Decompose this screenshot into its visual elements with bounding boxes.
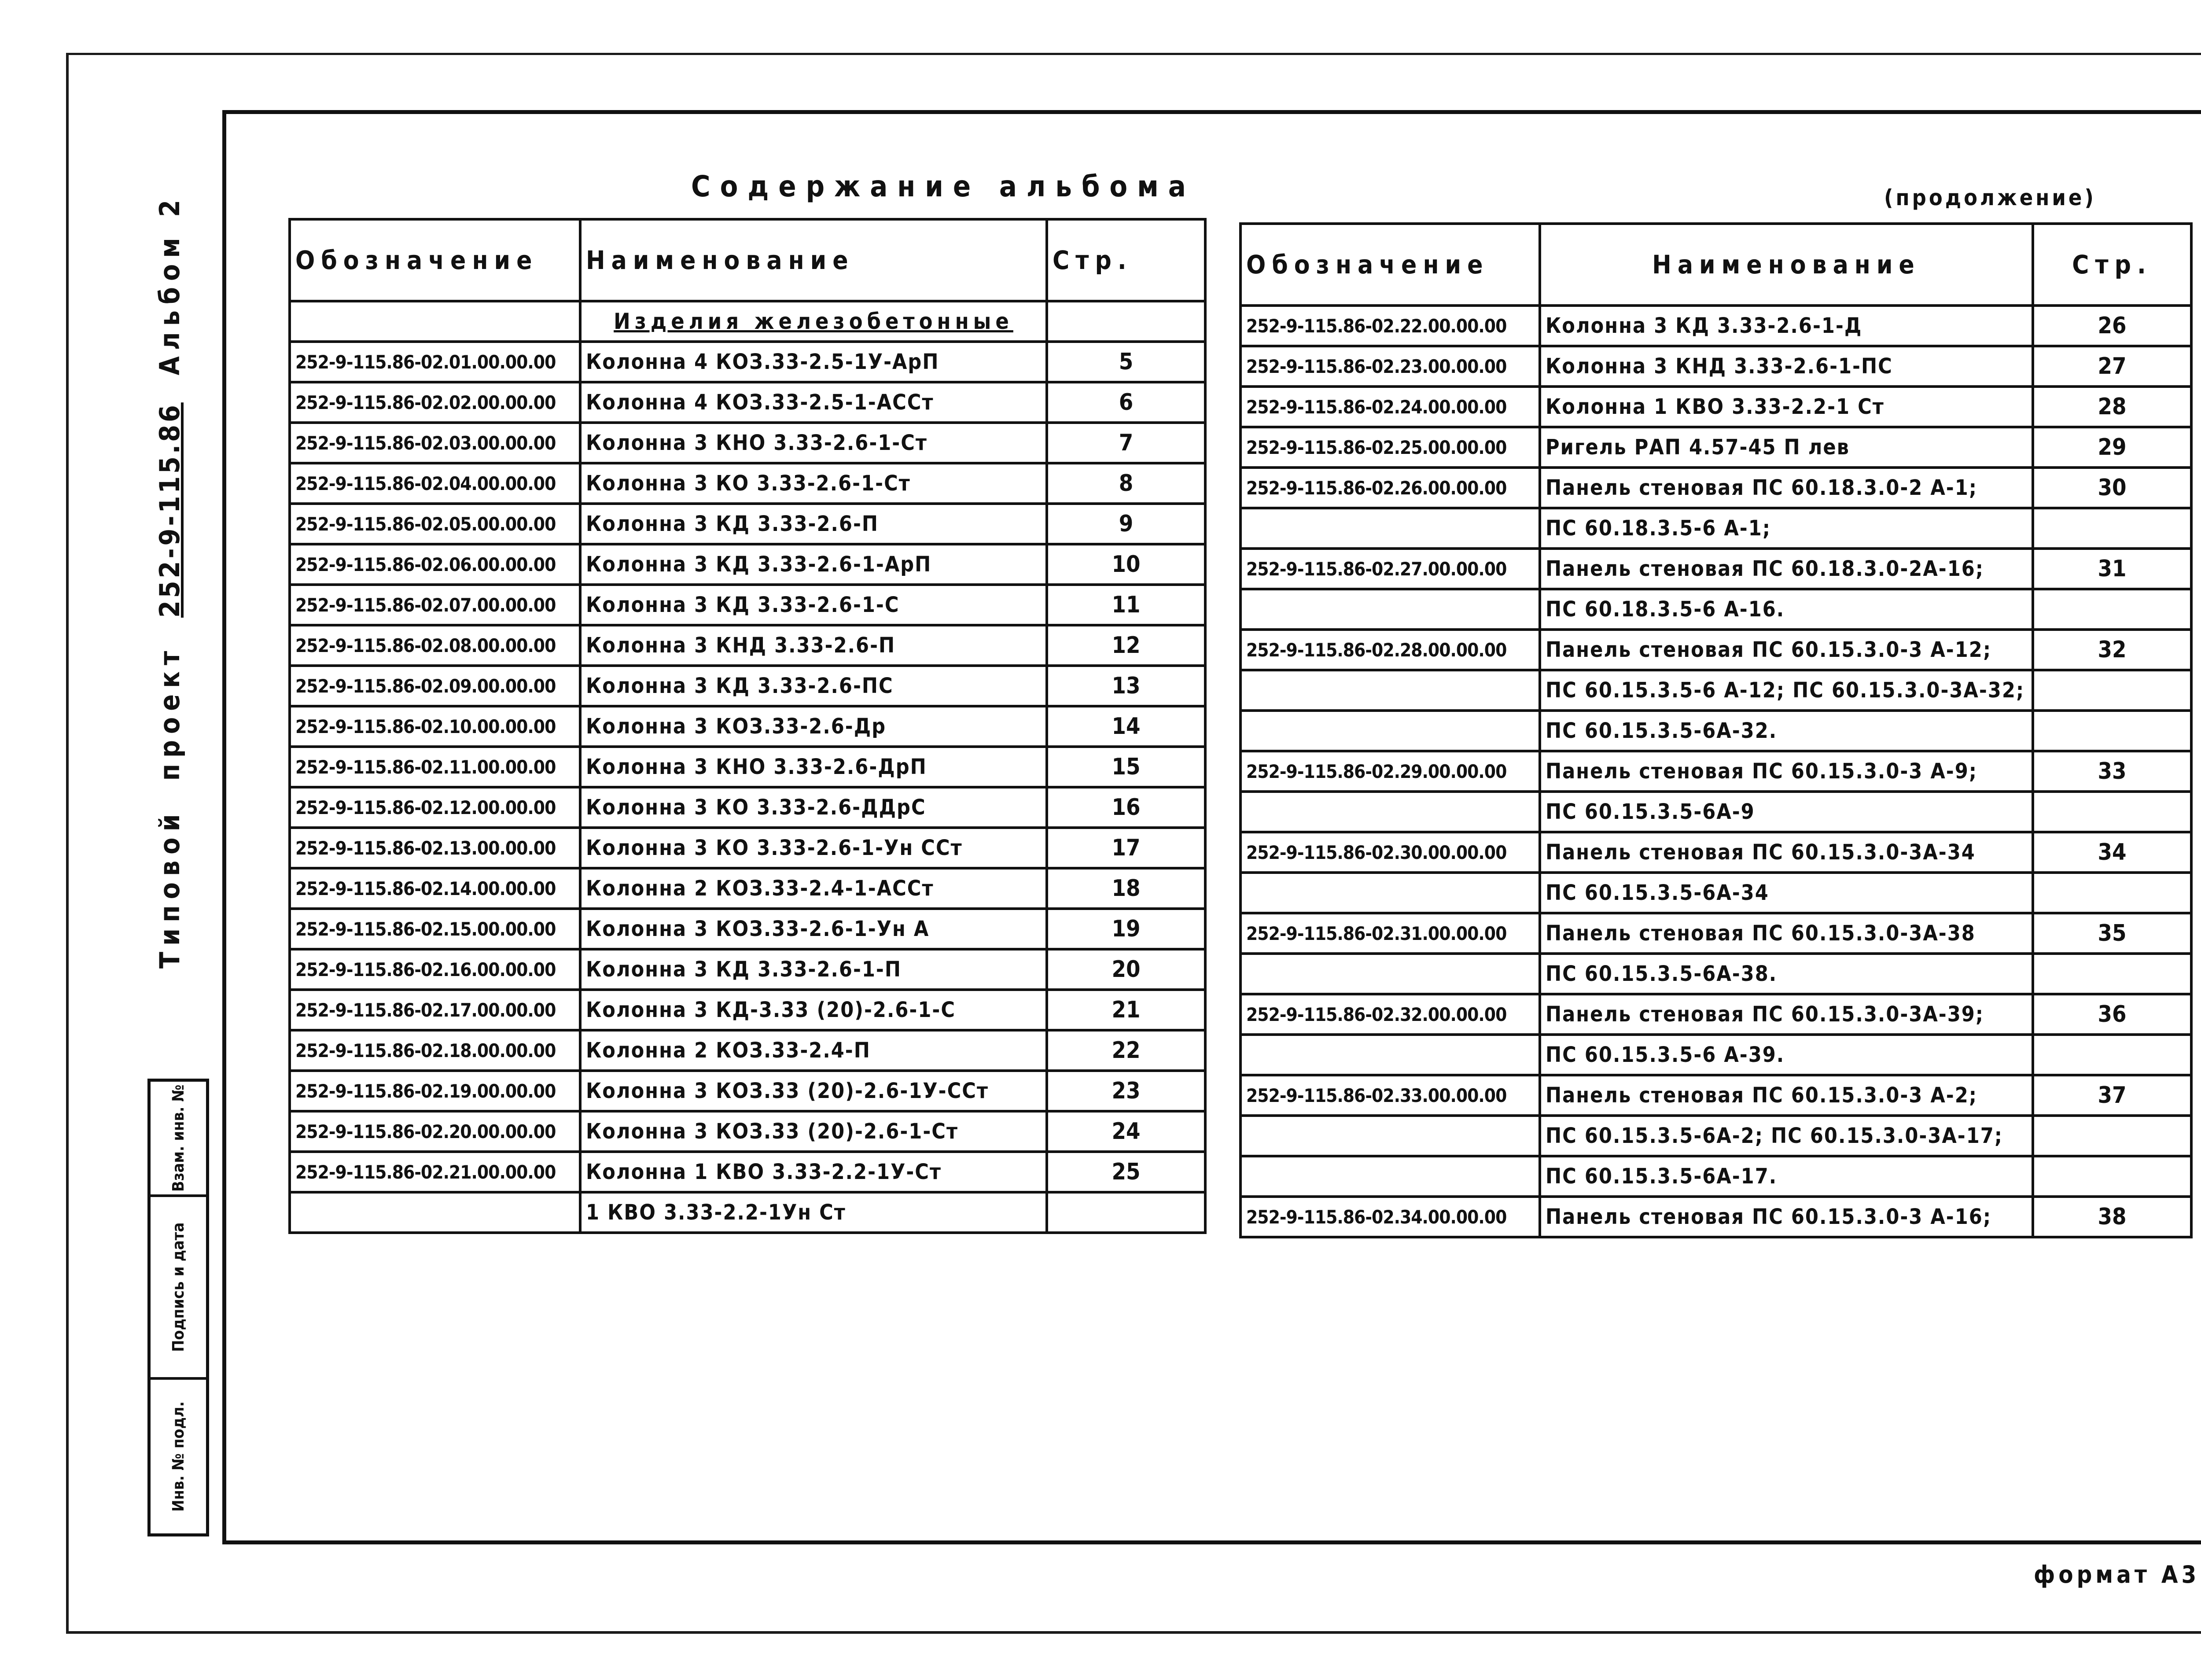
row-page: 6: [1047, 382, 1205, 423]
row-designation: [1240, 1156, 1540, 1197]
row-name: Панель стеновая ПС 60.18.3.0-2А-16;: [1540, 549, 2033, 589]
section-title: Изделия железобетонные: [580, 301, 1047, 342]
row-name: Колонна 3 КД 3.33-2.6-1-С: [580, 585, 1047, 625]
row-page: 31: [2033, 549, 2191, 589]
row-page: 16: [1047, 787, 1205, 828]
header-name: Наименование: [1540, 224, 2033, 306]
row-designation: 252-9-115.86-02.08.00.00.00: [290, 625, 580, 666]
row-name: Панель стеновая ПС 60.15.3.0-3 А-9;: [1540, 751, 2033, 792]
vertical-title-part: Типовой: [153, 808, 186, 969]
table-row: [290, 787, 1205, 828]
row-designation: 252-9-115.86-02.25.00.00.00: [1240, 427, 1540, 468]
row-designation: 252-9-115.86-02.09.00.00.00: [290, 666, 580, 706]
row-page: 5: [1047, 342, 1205, 382]
table-row: [290, 666, 1205, 706]
row-designation: 252-9-115.86-02.27.00.00.00: [1240, 549, 1540, 589]
row-designation: 252-9-115.86-02.22.00.00.00: [1240, 306, 1540, 346]
table-row: [290, 1192, 1205, 1233]
row-name: Панель стеновая ПС 60.15.3.0-3А-34: [1540, 832, 2033, 873]
table-row: [290, 868, 1205, 909]
row-page: 14: [1047, 706, 1205, 747]
row-page: 23: [1047, 1071, 1205, 1111]
row-name: Панель стеновая ПС 60.18.3.0-2 А-1;: [1540, 468, 2033, 508]
row-designation: 252-9-115.86-02.01.00.00.00: [290, 342, 580, 382]
format-label: формат А3: [2034, 1561, 2200, 1588]
row-page: 34: [2033, 832, 2191, 873]
table-row: [1240, 1035, 2191, 1075]
header-page: Стр.: [1047, 219, 1205, 301]
row-designation: 252-9-115.86-02.20.00.00.00: [290, 1111, 580, 1152]
table-row: [1240, 954, 2191, 994]
row-page: 27: [2033, 346, 2191, 387]
table-row: [1240, 630, 2191, 670]
table-header-row: [290, 219, 1205, 301]
row-designation: 252-9-115.86-02.07.00.00.00: [290, 585, 580, 625]
row-designation: 252-9-115.86-02.26.00.00.00: [1240, 468, 1540, 508]
table-row: [290, 463, 1205, 504]
row-page: 10: [1047, 544, 1205, 585]
row-designation: 252-9-115.86-02.29.00.00.00: [1240, 751, 1540, 792]
table-row: [1240, 873, 2191, 913]
row-name: ПС 60.15.3.5-6 А-12; ПС 60.15.3.0-3А-32;: [1540, 670, 2033, 711]
row-page: 36: [2033, 994, 2191, 1035]
row-designation: 252-9-115.86-02.02.00.00.00: [290, 382, 580, 423]
row-name: Колонна 3 КО 3.33-2.6-1-Ст: [580, 463, 1047, 504]
row-page: [2033, 1156, 2191, 1197]
row-name: Колонна 3 КОЗ.33 (20)-2.6-1У-ССт: [580, 1071, 1047, 1111]
contents-table-right: [1239, 222, 2193, 1238]
table-row: [1240, 832, 2191, 873]
row-name: Колонна 2 КОЗ.33-2.4-П: [580, 1030, 1047, 1071]
row-page: 38: [2033, 1197, 2191, 1237]
row-name: Ригель РАП 4.57-45 П лев: [1540, 427, 2033, 468]
row-page: 21: [1047, 990, 1205, 1030]
row-name: ПС 60.15.3.5-6А-38.: [1540, 954, 2033, 994]
table-row: [1240, 792, 2191, 832]
table-row: [290, 828, 1205, 868]
continuation-label: (продолжение): [1884, 185, 2096, 210]
stamp-cell-signature: Подпись и дата: [151, 1194, 206, 1377]
row-page: 20: [1047, 949, 1205, 990]
row-name: Колонна 2 КОЗ.33-2.4-1-АССт: [580, 868, 1047, 909]
row-designation: 252-9-115.86-02.11.00.00.00: [290, 747, 580, 787]
row-page: 7: [1047, 423, 1205, 463]
table-row: [290, 1030, 1205, 1071]
row-name: Колонна 3 КД 3.33-2.6-1-П: [580, 949, 1047, 990]
row-name: Колонна 3 КО 3.33-2.6-1-Ун ССт: [580, 828, 1047, 868]
header-page: Стр.: [2033, 224, 2191, 306]
row-page: 11: [1047, 585, 1205, 625]
row-page: 26: [2033, 306, 2191, 346]
table-row: [290, 382, 1205, 423]
table-row: [290, 1152, 1205, 1192]
table-row: [290, 1071, 1205, 1111]
row-name: Панель стеновая ПС 60.15.3.0-3 А-12;: [1540, 630, 2033, 670]
row-page: 25: [1047, 1152, 1205, 1192]
row-name: Панель стеновая ПС 60.15.3.0-3 А-16;: [1540, 1197, 2033, 1237]
row-designation: 252-9-115.86-02.05.00.00.00: [290, 504, 580, 544]
row-designation: 252-9-115.86-02.32.00.00.00: [1240, 994, 1540, 1035]
row-page: [2033, 589, 2191, 630]
table-row: [290, 1111, 1205, 1152]
row-page: 13: [1047, 666, 1205, 706]
row-designation: [1240, 589, 1540, 630]
row-page: 28: [2033, 387, 2191, 427]
table-row: [290, 504, 1205, 544]
row-name: Колонна 3 КД-3.33 (20)-2.6-1-С: [580, 990, 1047, 1030]
row-designation: 252-9-115.86-02.19.00.00.00: [290, 1071, 580, 1111]
row-name: Колонна 3 КД 3.33-2.6-ПС: [580, 666, 1047, 706]
row-designation: [1240, 1116, 1540, 1156]
table-row: [1240, 589, 2191, 630]
table-row: [1240, 994, 2191, 1035]
row-designation: 252-9-115.86-02.34.00.00.00: [1240, 1197, 1540, 1237]
row-page: 18: [1047, 868, 1205, 909]
row-name: Колонна 4 КОЗ.33-2.5-1-АССт: [580, 382, 1047, 423]
table-row: [290, 625, 1205, 666]
row-page: 22: [1047, 1030, 1205, 1071]
row-designation: 252-9-115.86-02.12.00.00.00: [290, 787, 580, 828]
table-row: [290, 706, 1205, 747]
table-row: [1240, 387, 2191, 427]
row-designation: [1240, 792, 1540, 832]
table-row: [290, 747, 1205, 787]
table-row: [290, 909, 1205, 949]
row-name: Колонна 3 КНО 3.33-2.6-ДрП: [580, 747, 1047, 787]
row-page: 29: [2033, 427, 2191, 468]
row-page: 32: [2033, 630, 2191, 670]
row-designation: 252-9-115.86-02.06.00.00.00: [290, 544, 580, 585]
table-row: [1240, 306, 2191, 346]
row-name: ПС 60.15.3.5-6А-9: [1540, 792, 2033, 832]
row-name: Колонна 3 КНД 3.33-2.6-1-ПС: [1540, 346, 2033, 387]
table-row: [1240, 549, 2191, 589]
row-name: Колонна 1 КВО 3.33-2.2-1У-Ст: [580, 1152, 1047, 1192]
row-designation: 252-9-115.86-02.13.00.00.00: [290, 828, 580, 868]
table-row: [1240, 1156, 2191, 1197]
row-name: Колонна 3 КД 3.33-2.6-1-АрП: [580, 544, 1047, 585]
table-row: [1240, 346, 2191, 387]
row-name: 1 КВО 3.33-2.2-1Ун Ст: [580, 1192, 1047, 1233]
table-row: [290, 544, 1205, 585]
side-stamp: [147, 1079, 209, 1536]
row-name: ПС 60.15.3.5-6А-32.: [1540, 711, 2033, 751]
row-page: 33: [2033, 751, 2191, 792]
row-name: Панель стеновая ПС 60.15.3.0-3 А-2;: [1540, 1075, 2033, 1116]
header-designation: Обозначение: [1240, 224, 1540, 306]
row-page: 12: [1047, 625, 1205, 666]
row-designation: 252-9-115.86-02.23.00.00.00: [1240, 346, 1540, 387]
row-name: ПС 60.15.3.5-6А-2; ПС 60.15.3.0-3А-17;: [1540, 1116, 2033, 1156]
row-page: [2033, 873, 2191, 913]
row-page: [2033, 792, 2191, 832]
row-name: Колонна 1 КВО 3.33-2.2-1 Ст: [1540, 387, 2033, 427]
row-designation: [290, 1192, 580, 1233]
row-designation: [1240, 1035, 1540, 1075]
table-row: [1240, 508, 2191, 549]
row-designation: 252-9-115.86-02.15.00.00.00: [290, 909, 580, 949]
row-name: Колонна 3 КНО 3.33-2.6-1-Ст: [580, 423, 1047, 463]
row-page: [2033, 954, 2191, 994]
table-row: [290, 949, 1205, 990]
row-designation: 252-9-115.86-02.03.00.00.00: [290, 423, 580, 463]
row-name: Колонна 3 КД 3.33-2.6-П: [580, 504, 1047, 544]
row-designation: 252-9-115.86-02.28.00.00.00: [1240, 630, 1540, 670]
row-name: ПС 60.18.3.5-6 А-16.: [1540, 589, 2033, 630]
row-name: Колонна 4 КОЗ.33-2.5-1У-АрП: [580, 342, 1047, 382]
table-row: [1240, 913, 2191, 954]
row-name: Колонна 3 КД 3.33-2.6-1-Д: [1540, 306, 2033, 346]
row-designation: [1240, 873, 1540, 913]
row-designation: 252-9-115.86-02.10.00.00.00: [290, 706, 580, 747]
table-row: [1240, 711, 2191, 751]
row-page: [2033, 1035, 2191, 1075]
table-header-row: [1240, 224, 2191, 306]
table-row: [1240, 468, 2191, 508]
row-name: ПС 60.15.3.5-6А-17.: [1540, 1156, 2033, 1197]
row-page: [2033, 670, 2191, 711]
vertical-project-title: [134, 194, 205, 969]
header-designation: Обозначение: [290, 219, 580, 301]
row-name: Колонна 3 КОЗ.33-2.6-1-Ун А: [580, 909, 1047, 949]
vertical-title-part: проект: [153, 645, 186, 781]
stamp-cell-inv: Инв. № подл.: [151, 1377, 206, 1533]
row-page: 35: [2033, 913, 2191, 954]
table-row: [290, 423, 1205, 463]
header-name: Наименование: [580, 219, 1047, 301]
row-designation: [1240, 508, 1540, 549]
row-page: 37: [2033, 1075, 2191, 1116]
row-name: Колонна 3 КОЗ.33 (20)-2.6-1-Ст: [580, 1111, 1047, 1152]
table-row: [1240, 1116, 2191, 1156]
row-name: ПС 60.18.3.5-6 А-1;: [1540, 508, 2033, 549]
row-page: 24: [1047, 1111, 1205, 1152]
row-name: Колонна 3 КОЗ.33-2.6-Др: [580, 706, 1047, 747]
vertical-title-album: Альбом 2: [153, 194, 186, 376]
row-name: Панель стеновая ПС 60.15.3.0-3А-38: [1540, 913, 2033, 954]
table-row: [1240, 1075, 2191, 1116]
row-name: Колонна 3 КО 3.33-2.6-ДДрС: [580, 787, 1047, 828]
row-page: 30: [2033, 468, 2191, 508]
table-row: [1240, 427, 2191, 468]
row-designation: 252-9-115.86-02.30.00.00.00: [1240, 832, 1540, 873]
row-name: ПС 60.15.3.5-6 А-39.: [1540, 1035, 2033, 1075]
row-designation: [1240, 954, 1540, 994]
row-name: ПС 60.15.3.5-6А-34: [1540, 873, 2033, 913]
row-designation: 252-9-115.86-02.31.00.00.00: [1240, 913, 1540, 954]
table-row: [290, 342, 1205, 382]
row-designation: [1240, 711, 1540, 751]
row-page: [2033, 508, 2191, 549]
row-page: [2033, 1116, 2191, 1156]
row-designation: 252-9-115.86-02.17.00.00.00: [290, 990, 580, 1030]
table-row: [290, 585, 1205, 625]
row-designation: 252-9-115.86-02.16.00.00.00: [290, 949, 580, 990]
row-designation: 252-9-115.86-02.04.00.00.00: [290, 463, 580, 504]
row-page: 8: [1047, 463, 1205, 504]
vertical-title-code: 252-9-115.86: [153, 402, 186, 618]
table-row: [1240, 751, 2191, 792]
table-row: [1240, 670, 2191, 711]
row-designation: 252-9-115.86-02.14.00.00.00: [290, 868, 580, 909]
row-page: 9: [1047, 504, 1205, 544]
table-row: [290, 990, 1205, 1030]
row-designation: 252-9-115.86-02.18.00.00.00: [290, 1030, 580, 1071]
table-row: [1240, 1197, 2191, 1237]
row-designation: 252-9-115.86-02.24.00.00.00: [1240, 387, 1540, 427]
contents-table-left: [288, 218, 1207, 1234]
row-designation: [1240, 670, 1540, 711]
row-page: 15: [1047, 747, 1205, 787]
row-designation: 252-9-115.86-02.21.00.00.00: [290, 1152, 580, 1192]
row-name: Колонна 3 КНД 3.33-2.6-П: [580, 625, 1047, 666]
row-page: [1047, 1192, 1205, 1233]
row-page: 17: [1047, 828, 1205, 868]
section-row: [290, 301, 1205, 342]
album-title: Содержание альбома: [691, 169, 1196, 203]
row-name: Панель стеновая ПС 60.15.3.0-3А-39;: [1540, 994, 2033, 1035]
row-designation: 252-9-115.86-02.33.00.00.00: [1240, 1075, 1540, 1116]
stamp-cell-replace: Взам. инв. №: [169, 1084, 188, 1192]
row-page: [2033, 711, 2191, 751]
row-page: 19: [1047, 909, 1205, 949]
